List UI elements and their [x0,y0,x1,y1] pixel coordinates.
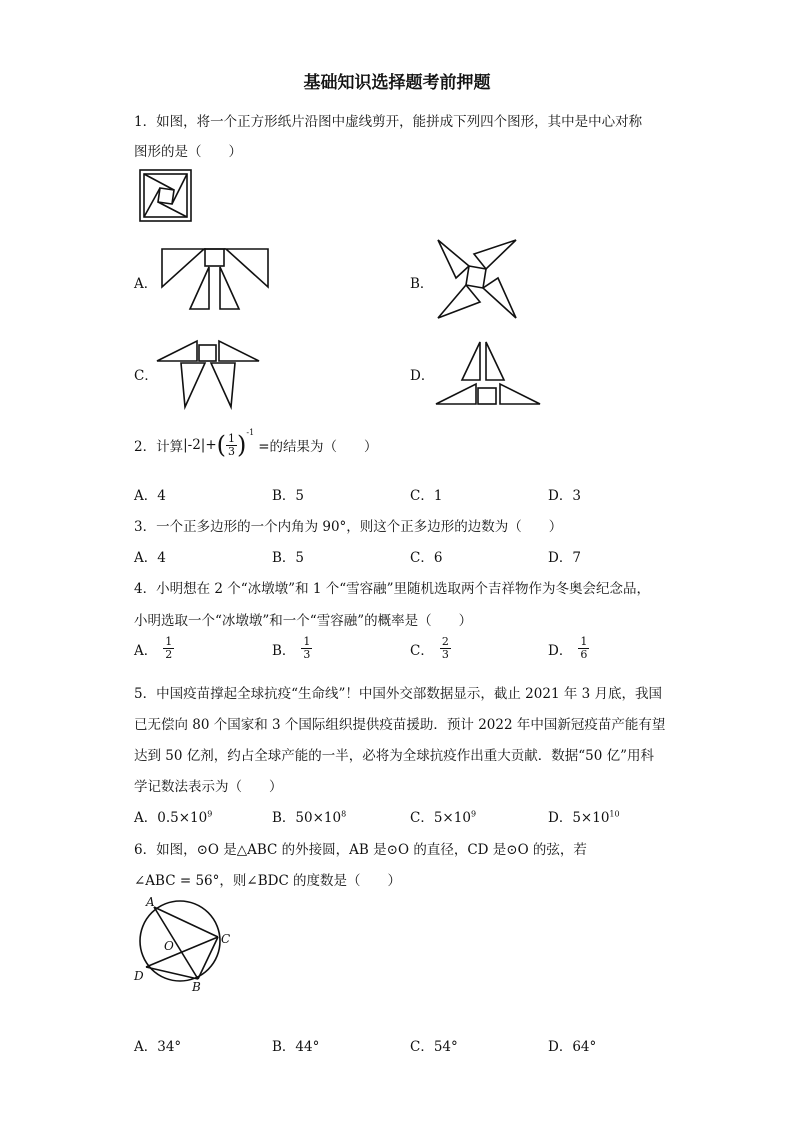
q2-right-paren: ) [237,431,247,459]
q4-text-line1: 4．小明想在 2 个“冰墩墩”和 1 个“雪容融”里随机选取两个吉祥物作为冬奥会纪念品， [134,581,651,597]
q1-option-d-figure [434,340,542,406]
q1-square-figure [138,168,194,224]
q6-option-a: A．34° [134,1039,182,1055]
q5-text-line3: 达到 50 亿剂，约占全球产能的一半，必将为全球抗疫作出重大贡献．数据“50 亿”用科 [134,748,655,764]
q1-option-d-label: D． [410,368,435,384]
q3-option-a: A．4 [134,550,166,566]
q6-option-d: D．64° [548,1039,597,1055]
q5-option-b: B．$50\times 10^8$ [272,809,347,826]
q3-option-d: D．7 [548,550,581,566]
q6-circle-figure [130,895,240,995]
q5-option-c: C．$5\times 10^9$ [410,809,477,826]
q2-abs-expr: |-2|+ [183,437,217,453]
q2-option-a: A．4 [134,488,166,504]
label-o: O [164,939,174,953]
q2-fraction: $\frac{1}{3}$ [228,431,236,458]
q5-text-line2: 已无偿向 80 个国家和 3 个国际组织提供疫苗援助．预计 2022 年中国新冠疫苗产能有望 [134,717,666,733]
q2-prefix: 2．计算 [134,439,184,455]
q1-option-b-label: B． [410,276,434,292]
q3-option-b: B．5 [272,550,305,566]
q2-exponent: -1 [246,428,255,437]
q4-option-b: B． $\frac{1}{3}$ [272,635,311,661]
q6-option-b: B．44° [272,1039,320,1055]
q5-option-d: D．$5\times 10^{10}$ [548,809,620,826]
chord-db [146,967,198,979]
q3-text: 3．一个正多边形的一个内角为 90°，则这个正多边形的边数为（ ） [134,519,563,535]
chord-dc [146,937,218,967]
q2-option-b: B．5 [272,488,305,504]
q6-text-line1: 6．如图，⊙O 是△ABC 的外接圆，AB 是⊙O 的直径，CD 是⊙O 的弦，若 [134,842,587,858]
q4-option-a: A． $\frac{1}{2}$ [134,635,173,661]
label-c: C [221,932,231,946]
q1-text-line1: 1．如图，将一个正方形纸片沿图中虚线剪开，能拼成下列四个图形，其中是中心对称 [134,114,643,130]
q1-option-b-figure [436,238,518,320]
q4-text-line2: 小明选取一个“冰墩墩”和一个“雪容融”的概率是（ ） [134,613,473,629]
q2-left-paren: ( [216,431,227,459]
label-b: B [192,980,201,994]
q1-text-line2: 图形的是（ ） [134,144,242,160]
q5-text-line1: 5．中国疫苗撑起全球抗疫“生命线”！中国外交部数据显示，截止 2021 年 3 月底，我国 [134,686,663,702]
label-a: A [146,895,155,909]
q6-text-line2: ∠ABC = 56°，则∠BDC 的度数是（ ） [134,873,402,889]
q2-suffix: =的结果为（ ） [258,439,378,455]
q3-option-c: C．6 [410,550,443,566]
q5-option-a: A．$0.5\times 10^9$ [134,809,213,826]
q5-text-line4: 学记数法表示为（ ） [134,779,283,795]
q1-option-c-figure [155,337,261,409]
q4-option-c: C． $\frac{2}{3}$ [410,635,449,661]
page-title: 基础知识选择题考前押题 [303,73,491,93]
q6-option-c: C．54° [410,1039,458,1055]
q2-option-d: D．3 [548,488,581,504]
q2-option-c: C．1 [410,488,443,504]
q2-text [134,430,378,460]
label-d: D [134,969,144,983]
q4-option-d: D． $\frac{1}{6}$ [548,635,588,661]
q1-option-c-label: C． [134,368,158,384]
q1-option-a-label: A． [134,276,158,292]
q1-option-a-figure [160,245,270,311]
